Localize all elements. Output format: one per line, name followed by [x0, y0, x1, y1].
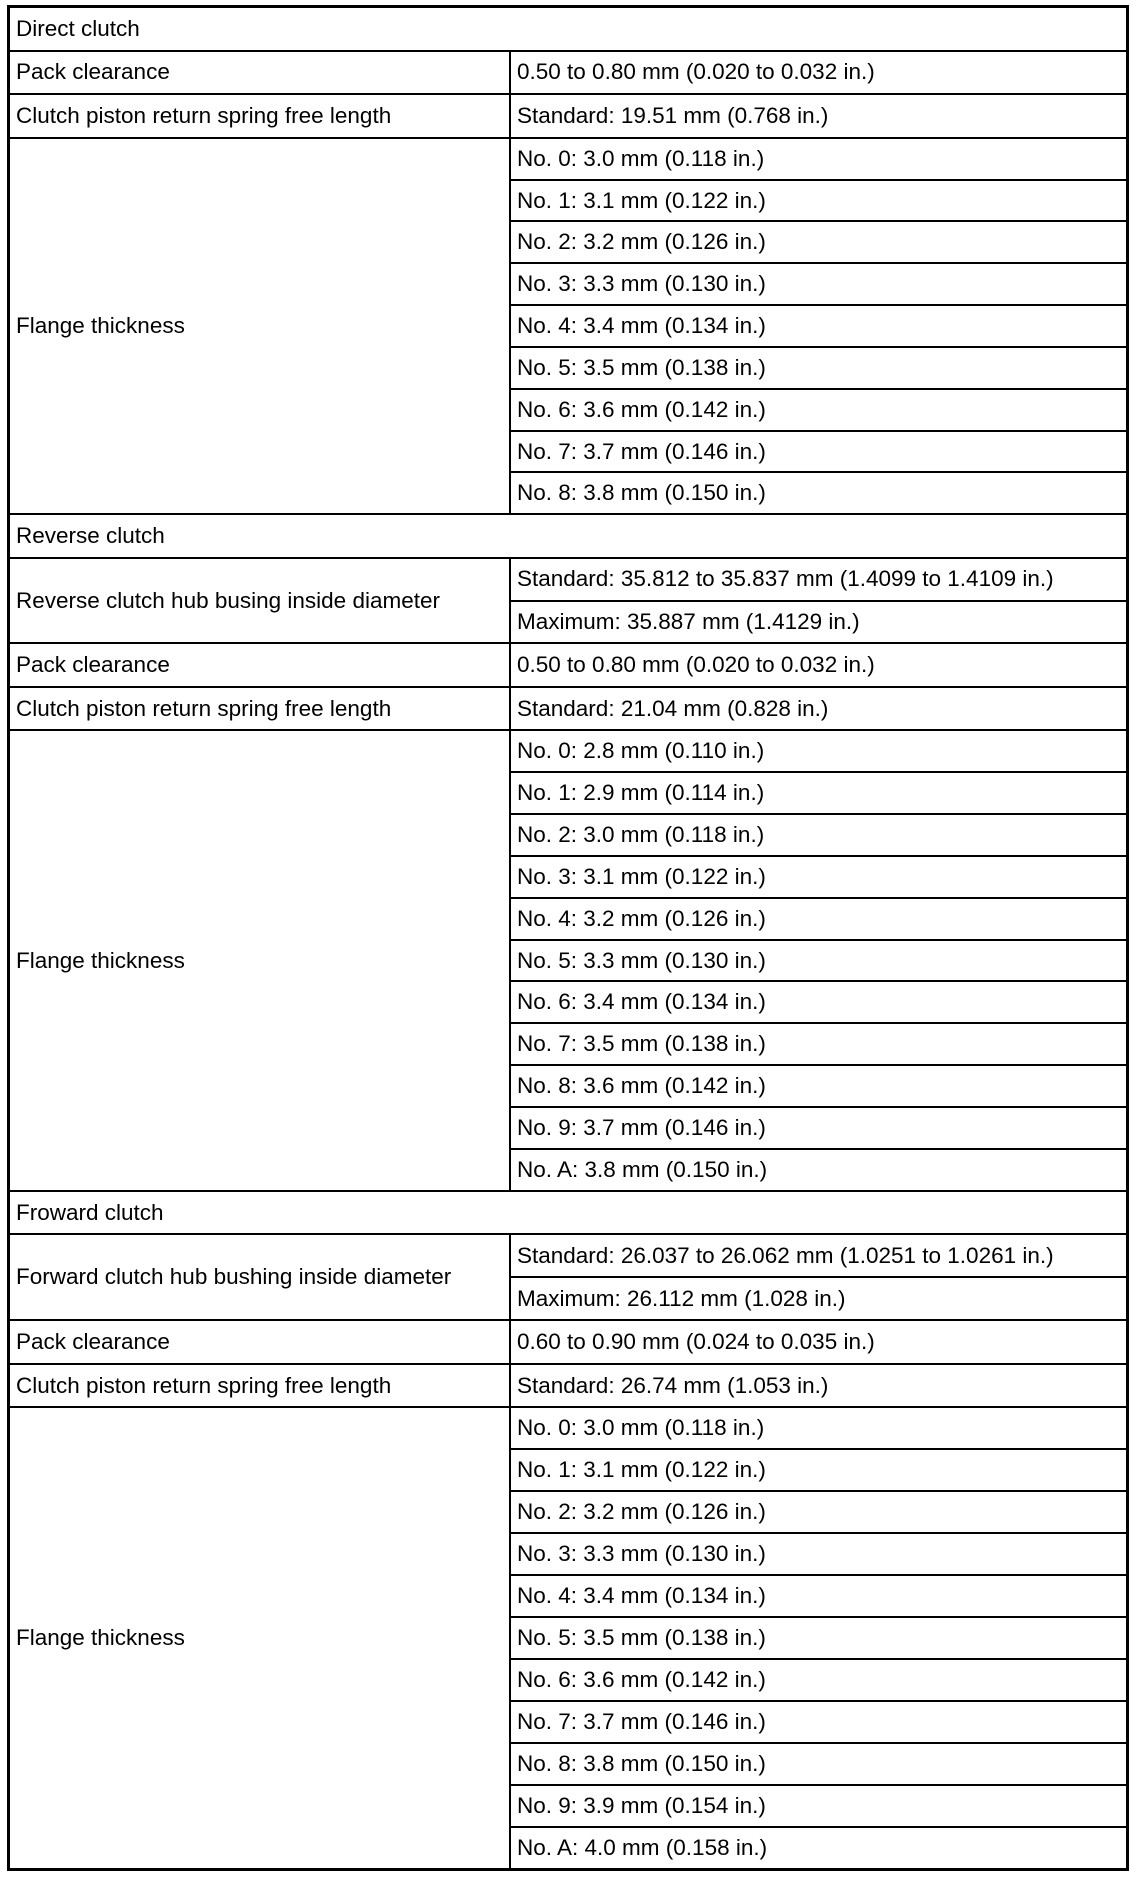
spec-value: No. 5: 3.5 mm (0.138 in.): [511, 346, 1126, 388]
spec-row: [10, 1235, 1126, 1321]
spec-table: [7, 5, 1129, 1871]
spec-value: 0.50 to 0.80 mm (0.020 to 0.032 in.): [517, 59, 875, 85]
spec-value: No. 8: 3.6 mm (0.142 in.): [511, 1064, 1126, 1106]
spec-value: No. 7: 3.5 mm (0.138 in.): [511, 1022, 1126, 1064]
spec-value: No. 3: 3.3 mm (0.130 in.): [511, 262, 1126, 304]
spec-section-reverse-clutch: [10, 515, 1126, 1191]
spec-value: No. 4: 3.2 mm (0.126 in.): [511, 897, 1126, 939]
section-header: Direct clutch: [10, 8, 1126, 52]
spec-value: No. 1: 2.9 mm (0.114 in.): [511, 771, 1126, 813]
spec-value: Maximum: 26.112 mm (1.028 in.): [511, 1276, 1126, 1319]
spec-value: No. 3: 3.1 mm (0.122 in.): [511, 855, 1126, 897]
spec-values: [511, 139, 1126, 513]
spec-value: No. 6: 3.6 mm (0.142 in.): [511, 1658, 1126, 1700]
spec-row: [10, 95, 1126, 139]
spec-value: No. 7: 3.7 mm (0.146 in.): [511, 1700, 1126, 1742]
spec-label: Flange thickness: [10, 1408, 511, 1868]
spec-value: No. 1: 3.1 mm (0.122 in.): [511, 179, 1126, 221]
spec-label: Clutch piston return spring free length: [10, 1365, 511, 1407]
spec-value: No. A: 4.0 mm (0.158 in.): [511, 1826, 1126, 1868]
spec-value: No. 8: 3.8 mm (0.150 in.): [511, 471, 1126, 513]
section-header: Froward clutch: [10, 1192, 1126, 1236]
spec-label: Pack clearance: [10, 644, 511, 686]
spec-values: [511, 1235, 1126, 1319]
spec-value: Standard: 21.04 mm (0.828 in.): [517, 695, 829, 721]
spec-value: Standard: 19.51 mm (0.768 in.): [517, 103, 829, 129]
spec-section-forward-clutch: [10, 1192, 1126, 1868]
spec-label: Forward clutch hub bushing inside diameter: [10, 1235, 511, 1319]
spec-values: [511, 52, 1126, 94]
spec-values: [511, 644, 1126, 686]
section-header: Reverse clutch: [10, 515, 1126, 559]
spec-values: [511, 688, 1126, 730]
spec-value: No. 1: 3.1 mm (0.122 in.): [511, 1448, 1126, 1490]
spec-row: [10, 1365, 1126, 1409]
spec-value: 0.50 to 0.80 mm (0.020 to 0.032 in.): [517, 652, 875, 678]
spec-row: [10, 1321, 1126, 1365]
spec-values: [511, 559, 1126, 642]
spec-value: No. 3: 3.3 mm (0.130 in.): [511, 1532, 1126, 1574]
spec-value: No. 9: 3.7 mm (0.146 in.): [511, 1106, 1126, 1148]
spec-values: [511, 731, 1126, 1189]
spec-value: No. 7: 3.7 mm (0.146 in.): [511, 430, 1126, 472]
spec-value: No. 4: 3.4 mm (0.134 in.): [511, 1574, 1126, 1616]
spec-value: Maximum: 35.887 mm (1.4129 in.): [511, 600, 1126, 643]
spec-value: No. 6: 3.6 mm (0.142 in.): [511, 388, 1126, 430]
spec-values: [511, 95, 1126, 137]
spec-row: [10, 731, 1126, 1191]
spec-value: 0.60 to 0.90 mm (0.024 to 0.035 in.): [517, 1328, 875, 1354]
spec-value: No. 4: 3.4 mm (0.134 in.): [511, 304, 1126, 346]
spec-row: [10, 139, 1126, 515]
spec-value: Standard: 35.812 to 35.837 mm (1.4099 to 1.4109 in.): [517, 566, 1054, 592]
spec-value: Standard: 26.037 to 26.062 mm (1.0251 to 1.0261 in.): [517, 1242, 1054, 1268]
spec-value: Standard: 26.74 mm (1.053 in.): [517, 1372, 829, 1398]
spec-value: No. 5: 3.5 mm (0.138 in.): [511, 1616, 1126, 1658]
spec-values: [511, 1365, 1126, 1407]
spec-label: Clutch piston return spring free length: [10, 688, 511, 730]
spec-value: No. 5: 3.3 mm (0.130 in.): [511, 939, 1126, 981]
spec-value: No. 2: 3.0 mm (0.118 in.): [511, 813, 1126, 855]
spec-value: No. 9: 3.9 mm (0.154 in.): [511, 1784, 1126, 1826]
spec-row: [10, 644, 1126, 688]
spec-value: No. 2: 3.2 mm (0.126 in.): [511, 1490, 1126, 1532]
spec-value: No. 0: 2.8 mm (0.110 in.): [517, 738, 765, 764]
spec-label: Flange thickness: [10, 731, 511, 1189]
spec-values: [511, 1408, 1126, 1868]
spec-value: No. 0: 3.0 mm (0.118 in.): [517, 1415, 765, 1441]
spec-values: [511, 1321, 1126, 1363]
spec-row: [10, 1408, 1126, 1868]
spec-label: Pack clearance: [10, 52, 511, 94]
spec-row: [10, 688, 1126, 732]
spec-label: Reverse clutch hub busing inside diameter: [10, 559, 511, 642]
spec-value: No. 2: 3.2 mm (0.126 in.): [511, 220, 1126, 262]
spec-row: [10, 559, 1126, 644]
spec-label: Clutch piston return spring free length: [10, 95, 511, 137]
spec-value: No. 6: 3.4 mm (0.134 in.): [511, 980, 1126, 1022]
spec-value: No. 0: 3.0 mm (0.118 in.): [517, 145, 765, 171]
spec-section-direct-clutch: [10, 8, 1126, 515]
spec-value: No. 8: 3.8 mm (0.150 in.): [511, 1742, 1126, 1784]
spec-row: [10, 52, 1126, 96]
spec-label: Pack clearance: [10, 1321, 511, 1363]
spec-label: Flange thickness: [10, 139, 511, 513]
spec-value: No. A: 3.8 mm (0.150 in.): [511, 1148, 1126, 1190]
